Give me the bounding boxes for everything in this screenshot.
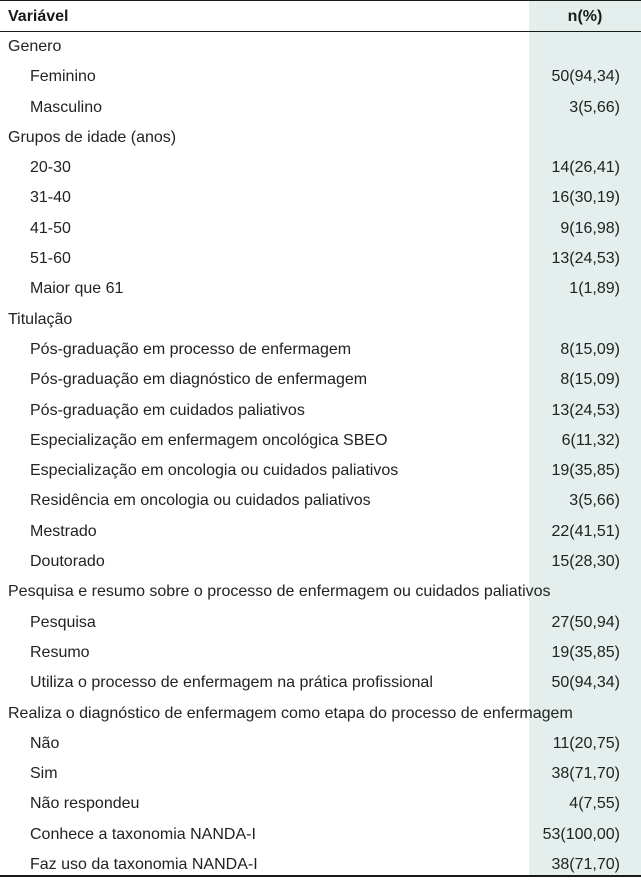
table-row (0, 820, 641, 850)
row-label: Resumo (30, 643, 90, 661)
table-row (0, 759, 641, 789)
row-value: 13(24,53) (551, 250, 620, 268)
group-label: Pesquisa e resumo sobre o processo de enfermagem ou cuidados paliativos (8, 583, 551, 601)
table-row (0, 517, 641, 547)
table-row (0, 214, 641, 244)
row-label: Maior que 61 (30, 280, 124, 298)
row-label: Mestrado (30, 522, 97, 540)
table-row (0, 608, 641, 638)
row-value: 50(94,34) (551, 674, 620, 692)
row-label: 51-60 (30, 250, 71, 268)
row-label: 31-40 (30, 189, 71, 207)
row-value: 50(94,34) (551, 68, 620, 86)
group-header-row (0, 699, 641, 729)
row-value: 13(24,53) (551, 401, 620, 419)
row-label: Pós-graduação em cuidados paliativos (30, 401, 305, 419)
table-row (0, 335, 641, 365)
row-label: Doutorado (30, 553, 105, 571)
row-label: 20-30 (30, 159, 71, 177)
row-value: 19(35,85) (551, 462, 620, 480)
row-label: Feminino (30, 68, 96, 86)
group-label: Genero (8, 38, 62, 55)
row-label: Especialização em enfermagem oncológica SBEO (30, 431, 388, 449)
group-label: Grupos de idade (anos) (8, 128, 177, 146)
row-label: Faz uso da taxonomia NANDA-I (30, 856, 258, 874)
row-label: Pós-graduação em diagnóstico de enfermagem (30, 371, 368, 389)
row-value: 22(41,51) (551, 522, 620, 540)
row-label: Utiliza o processo de enfermagem na prática profissional (30, 674, 433, 692)
row-value: 4(7,55) (569, 795, 620, 813)
row-value: 14(26,41) (551, 159, 620, 177)
row-value: 3(5,66) (569, 492, 620, 510)
table-row (0, 396, 641, 426)
row-label: Pós-graduação em processo de enfermagem (30, 340, 352, 358)
row-label: Masculino (30, 98, 103, 116)
table-row (0, 789, 641, 819)
row-value: 38(71,70) (551, 765, 620, 783)
row-label: Não (30, 734, 60, 752)
row-value: 19(35,85) (551, 643, 620, 661)
header-value-label: n(%) (567, 8, 603, 25)
table-header (0, 1, 641, 31)
row-label: Conhece a taxonomia NANDA-I (30, 825, 256, 843)
table-row (0, 62, 641, 92)
row-value: 16(30,19) (551, 189, 620, 207)
row-value: 3(5,66) (569, 98, 620, 116)
group-header-row (0, 577, 641, 607)
table-row (0, 456, 641, 486)
table-row (0, 365, 641, 395)
header-variable-label: Variável (8, 8, 69, 25)
row-value: 15(28,30) (551, 553, 620, 571)
row-value: 27(50,94) (551, 613, 620, 631)
row-label: Não respondeu (30, 795, 140, 813)
row-value: 53(100,00) (542, 825, 620, 843)
table-row (0, 729, 641, 759)
table-row (0, 153, 641, 183)
table-row (0, 274, 641, 304)
row-label: Especialização em oncologia ou cuidados paliativos (30, 462, 399, 480)
table-row (0, 93, 641, 123)
row-label: Pesquisa (30, 613, 96, 631)
row-value: 11(20,75) (552, 734, 620, 752)
row-label: Sim (30, 765, 58, 783)
table-row (0, 668, 641, 698)
row-value: 8(15,09) (560, 371, 620, 389)
row-label: Residência em oncologia ou cuidados paliativos (30, 492, 371, 510)
row-value: 38(71,70) (551, 856, 620, 874)
row-value: 1(1,89) (569, 280, 620, 298)
table-body (0, 32, 641, 880)
row-label: 41-50 (30, 219, 71, 237)
row-value: 9(16,98) (560, 219, 620, 237)
group-header-row (0, 32, 641, 62)
table-row (0, 426, 641, 456)
table-row (0, 547, 641, 577)
table-row (0, 244, 641, 274)
group-header-row (0, 305, 641, 335)
group-label: Titulação (8, 310, 73, 328)
row-value: 8(15,09) (560, 340, 620, 358)
table-row (0, 638, 641, 668)
group-label: Realiza o diagnóstico de enfermagem como etapa do processo de enfermagem (8, 704, 573, 722)
group-header-row (0, 123, 641, 153)
table-row (0, 486, 641, 516)
row-value: 6(11,32) (561, 431, 620, 449)
table-row (0, 183, 641, 213)
